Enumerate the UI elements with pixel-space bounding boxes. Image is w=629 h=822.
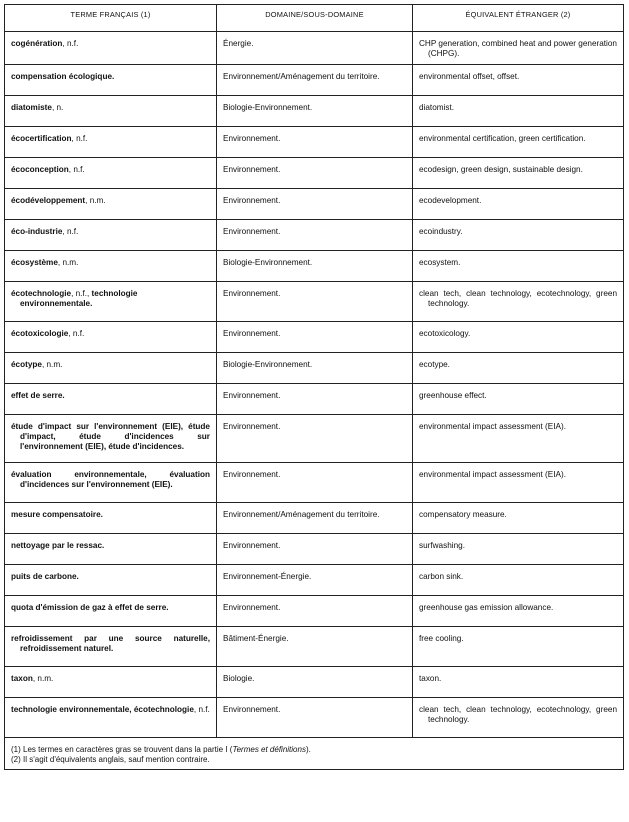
french-term xyxy=(11,165,210,175)
french-term xyxy=(11,705,210,715)
french-term-cell xyxy=(5,32,217,65)
french-term-cell xyxy=(5,322,217,353)
french-term-cell xyxy=(5,127,217,158)
foreign-equivalent: carbon sink. xyxy=(419,572,464,581)
term-bold: écotechnologie xyxy=(11,289,72,298)
french-term-cell xyxy=(5,158,217,189)
terminology-table xyxy=(4,4,624,770)
table-row xyxy=(5,220,624,251)
header-foreign-equivalent: ÉQUIVALENT ÉTRANGER (2) xyxy=(413,5,624,32)
foreign-equivalent: environmental impact assessment (EIA). xyxy=(419,422,566,431)
grammatical-category: , n.m. xyxy=(32,674,54,683)
french-term-cell xyxy=(5,503,217,534)
french-term-cell xyxy=(5,415,217,463)
term-bold: éco-industrie xyxy=(11,227,63,236)
french-term-cell xyxy=(5,384,217,415)
equivalent-cell xyxy=(413,565,624,596)
table-row xyxy=(5,627,624,667)
grammatical-category: , n.f. xyxy=(71,134,88,143)
domain-cell: Environnement. xyxy=(217,463,413,503)
domain-cell: Biologie-Environnement. xyxy=(217,96,413,127)
footnote-1-italic: Termes et définitions xyxy=(232,745,306,754)
term-bold: diatomiste xyxy=(11,103,52,112)
french-term xyxy=(11,289,210,309)
french-term xyxy=(11,634,210,654)
french-term xyxy=(11,541,210,551)
grammatical-category: , n.f. xyxy=(68,329,85,338)
equivalent-cell xyxy=(413,698,624,738)
foreign-equivalent: ecotype. xyxy=(419,360,450,369)
equivalent-cell xyxy=(413,322,624,353)
table-row xyxy=(5,415,624,463)
french-term-cell xyxy=(5,463,217,503)
table-row xyxy=(5,322,624,353)
table-row xyxy=(5,189,624,220)
grammatical-category: , n.f. xyxy=(62,39,79,48)
table-row xyxy=(5,534,624,565)
notes-row xyxy=(5,738,624,770)
foreign-equivalent: environmental offset, offset. xyxy=(419,72,520,81)
table-row xyxy=(5,127,624,158)
table-row xyxy=(5,65,624,96)
foreign-equivalent: ecodevelopment. xyxy=(419,196,482,205)
equivalent-cell xyxy=(413,463,624,503)
domain-cell: Environnement. xyxy=(217,322,413,353)
french-term xyxy=(11,391,210,401)
term-bold-synonym: technologie environnementale. xyxy=(20,289,138,308)
domain-cell: Environnement/Aménagement du territoire. xyxy=(217,503,413,534)
domain-cell: Énergie. xyxy=(217,32,413,65)
term-bold: écocertification xyxy=(11,134,72,143)
table-row xyxy=(5,32,624,65)
french-term xyxy=(11,134,210,144)
domain-cell: Environnement. xyxy=(217,127,413,158)
french-term-cell xyxy=(5,353,217,384)
equivalent-cell xyxy=(413,384,624,415)
grammatical-category: , n.f. xyxy=(62,227,79,236)
foreign-equivalent: surfwashing. xyxy=(419,541,465,550)
equivalent-cell xyxy=(413,65,624,96)
footnote-1-prefix: (1) Les termes en caractères gras se trouvent dans la partie I ( xyxy=(11,745,233,754)
term-bold: écotoxicologie xyxy=(11,329,69,338)
term-bold: écoconception xyxy=(11,165,69,174)
foreign-equivalent: clean tech, clean technology, ecotechnology, green technology. xyxy=(419,705,617,724)
term-bold: évaluation environnementale, évaluation d'incidences sur l'environnement (EIE). xyxy=(11,470,210,489)
domain-cell: Environnement-Énergie. xyxy=(217,565,413,596)
french-term-cell xyxy=(5,534,217,565)
equivalent-cell xyxy=(413,627,624,667)
french-term-cell xyxy=(5,565,217,596)
term-bold: mesure compensatoire. xyxy=(11,510,103,519)
french-term-cell xyxy=(5,596,217,627)
table-row xyxy=(5,596,624,627)
french-term xyxy=(11,72,210,82)
table-row xyxy=(5,698,624,738)
foreign-equivalent: free cooling. xyxy=(419,634,464,643)
table-row xyxy=(5,282,624,322)
grammatical-category: , n. xyxy=(51,103,64,112)
equivalent-cell xyxy=(413,534,624,565)
grammatical-category: , n.f. xyxy=(193,705,210,714)
french-term xyxy=(11,470,210,490)
term-bold: nettoyage par le ressac. xyxy=(11,541,105,550)
table-row xyxy=(5,667,624,698)
domain-cell: Bâtiment-Énergie. xyxy=(217,627,413,667)
term-bold: technologie environnementale, écotechnologie xyxy=(11,705,194,714)
equivalent-cell xyxy=(413,251,624,282)
header-domain: DOMAINE/SOUS-DOMAINE xyxy=(217,5,413,32)
term-bold: puits de carbone. xyxy=(11,572,79,581)
french-term xyxy=(11,674,210,684)
domain-cell: Biologie. xyxy=(217,667,413,698)
french-term xyxy=(11,603,210,613)
french-term-cell xyxy=(5,698,217,738)
header-french-term: TERME FRANÇAIS (1) xyxy=(5,5,217,32)
table-row xyxy=(5,463,624,503)
french-term xyxy=(11,258,210,268)
french-term-cell xyxy=(5,96,217,127)
foreign-equivalent: environmental certification, green certification. xyxy=(419,134,586,143)
footnotes xyxy=(5,738,624,770)
table-header-row xyxy=(5,5,624,32)
french-term xyxy=(11,422,210,452)
french-term xyxy=(11,227,210,237)
footnote-1-suffix: ). xyxy=(305,745,311,754)
foreign-equivalent: greenhouse gas emission allowance. xyxy=(419,603,554,612)
domain-cell: Biologie-Environnement. xyxy=(217,353,413,384)
table-body xyxy=(5,32,624,738)
grammatical-category: , n.m. xyxy=(57,258,79,267)
domain-cell: Environnement. xyxy=(217,534,413,565)
equivalent-cell xyxy=(413,503,624,534)
french-term xyxy=(11,39,210,49)
footnote-1 xyxy=(11,745,617,755)
foreign-equivalent: taxon. xyxy=(419,674,442,683)
foreign-equivalent: compensatory measure. xyxy=(419,510,507,519)
french-term-cell xyxy=(5,189,217,220)
domain-cell: Environnement. xyxy=(217,415,413,463)
equivalent-cell xyxy=(413,353,624,384)
foreign-equivalent: environmental impact assessment (EIA). xyxy=(419,470,566,479)
domain-cell: Environnement. xyxy=(217,282,413,322)
equivalent-cell xyxy=(413,32,624,65)
term-bold: refroidissement par une source naturelle, refroidissement naturel. xyxy=(11,634,210,653)
term-bold: effet de serre. xyxy=(11,391,65,400)
domain-cell: Environnement. xyxy=(217,189,413,220)
equivalent-cell xyxy=(413,189,624,220)
equivalent-cell xyxy=(413,415,624,463)
french-term-cell xyxy=(5,627,217,667)
table-row xyxy=(5,158,624,189)
foreign-equivalent: CHP generation, combined heat and power generation (CHPG). xyxy=(419,39,617,58)
french-term-cell xyxy=(5,667,217,698)
grammatical-category: , n.m. xyxy=(85,196,106,205)
equivalent-cell xyxy=(413,96,624,127)
french-term xyxy=(11,329,210,339)
equivalent-cell xyxy=(413,282,624,322)
equivalent-cell xyxy=(413,127,624,158)
domain-cell: Environnement. xyxy=(217,596,413,627)
term-bold: cogénération xyxy=(11,39,63,48)
foreign-equivalent: greenhouse effect. xyxy=(419,391,487,400)
term-bold: compensation écologique. xyxy=(11,72,115,81)
french-term xyxy=(11,196,210,206)
term-bold: écosystème xyxy=(11,258,58,267)
table-row xyxy=(5,565,624,596)
domain-cell: Environnement/Aménagement du territoire. xyxy=(217,65,413,96)
domain-cell: Environnement. xyxy=(217,384,413,415)
french-term-cell xyxy=(5,65,217,96)
term-bold: taxon xyxy=(11,674,33,683)
term-bold: quota d'émission de gaz à effet de serre. xyxy=(11,603,169,612)
french-term-cell xyxy=(5,251,217,282)
grammatical-category: , n.f. xyxy=(68,165,85,174)
domain-cell: Environnement. xyxy=(217,220,413,251)
table-row xyxy=(5,96,624,127)
footnote-2: (2) Il s'agit d'équivalents anglais, sauf mention contraire. xyxy=(11,755,210,764)
equivalent-cell xyxy=(413,596,624,627)
equivalent-cell xyxy=(413,158,624,189)
foreign-equivalent: diatomist. xyxy=(419,103,455,112)
domain-cell: Environnement. xyxy=(217,158,413,189)
french-term xyxy=(11,510,210,520)
french-term xyxy=(11,103,210,113)
grammatical-category: , n.m. xyxy=(41,360,63,369)
grammatical-category: , n.f., xyxy=(71,289,92,298)
term-bold: écotype xyxy=(11,360,42,369)
table-row xyxy=(5,503,624,534)
table-row xyxy=(5,251,624,282)
equivalent-cell xyxy=(413,220,624,251)
domain-cell: Biologie-Environnement. xyxy=(217,251,413,282)
foreign-equivalent: ecoindustry. xyxy=(419,227,463,236)
document-page xyxy=(4,4,623,770)
foreign-equivalent: clean tech, clean technology, ecotechnology, green technology. xyxy=(419,289,617,308)
term-bold: étude d'impact sur l'environnement (EIE), étude d'impact, étude d'incidences sur l'environnement (EIE), étude d'incidences. xyxy=(11,422,210,451)
foreign-equivalent: ecosystem. xyxy=(419,258,461,267)
domain-cell: Environnement. xyxy=(217,698,413,738)
french-term xyxy=(11,360,210,370)
term-bold: écodéveloppement xyxy=(11,196,86,205)
table-row xyxy=(5,353,624,384)
french-term-cell xyxy=(5,282,217,322)
french-term-cell xyxy=(5,220,217,251)
foreign-equivalent: ecodesign, green design, sustainable design. xyxy=(419,165,583,174)
foreign-equivalent: ecotoxicology. xyxy=(419,329,471,338)
french-term xyxy=(11,572,210,582)
table-row xyxy=(5,384,624,415)
equivalent-cell xyxy=(413,667,624,698)
